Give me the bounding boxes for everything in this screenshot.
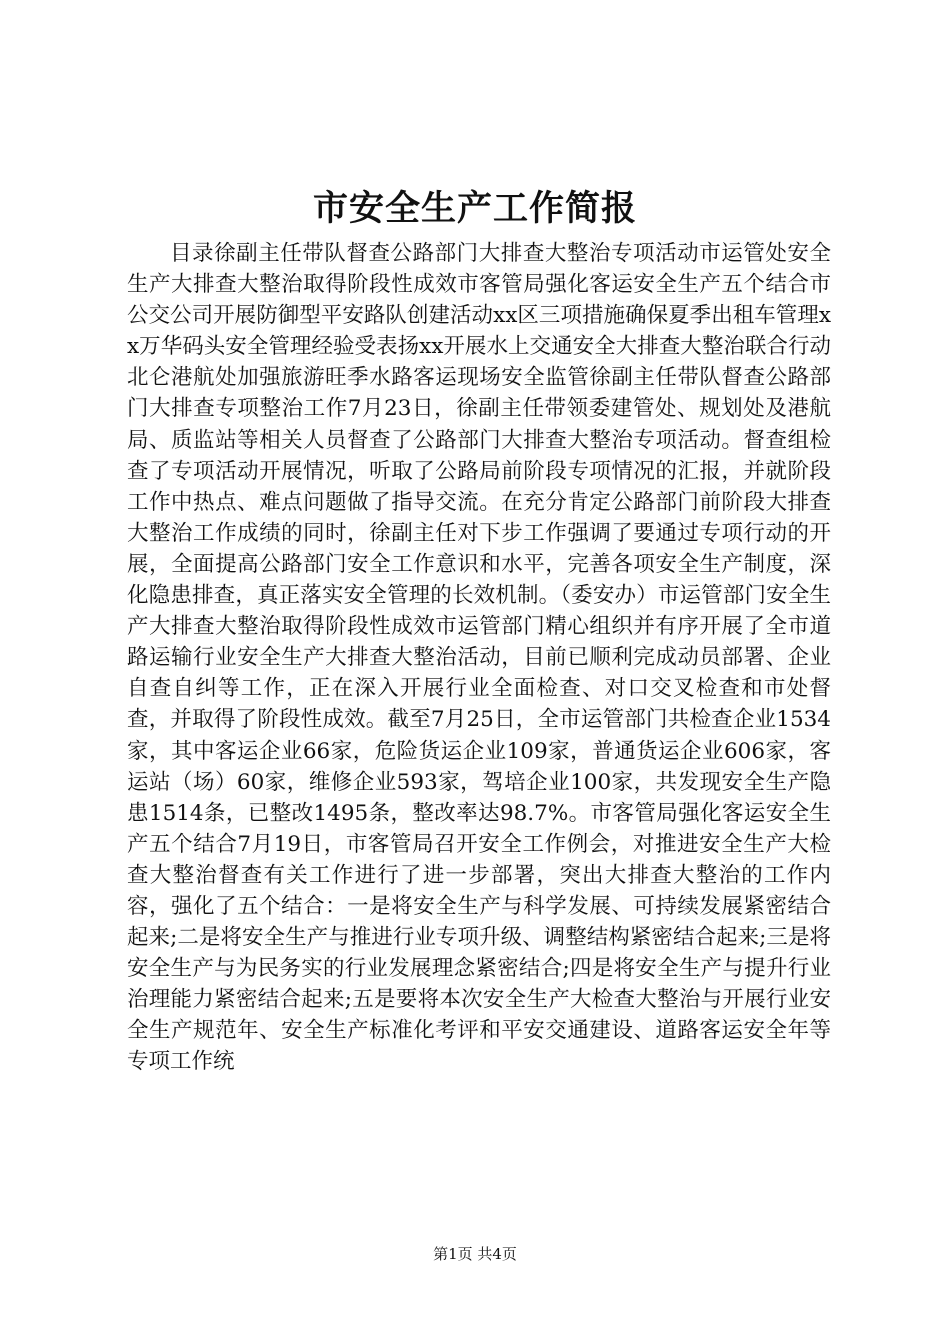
document-title: 市安全生产工作简报 [312, 188, 637, 229]
page-number-footer: 第1页 共4页 [433, 1245, 517, 1263]
document-body-paragraph: 目录徐副主任带队督查公路部门大排查大整治专项活动市运管处安全生产大排查大整治取得阶段性成效市客管局强化客运安全生产五个结合市公交公司开展防御型平安路队创建活动xx区三项措施确保夏季出租车管理xx万华码头安全管理经验受表扬xx开展水上交通安全大排查大整治联合行动北仑港航处加强旅游旺季水路客运现场安全监管徐副主任带队督查公路部门大排查专项整治工作7月23日，徐副主任带领委建管处、规划处及港航局、质监站等相关人员督查了公路部门大排查大整治专项活动。督查组检查了专项活动开展情况，听取了公路局前阶段专项情况的汇报，并就阶段工作中热点、难点问题做了指导交流。在充分肯定公路部门前阶段大排查大整治工作成绩的同时，徐副主任对下步工作强调了要通过专项行动的开展，全面提高公路部门安全工作意识和水平，完善各项安全生产制度，深化隐患排查，真正落实安全管理的长效机制。（委安办）市运管部门安全生产大排查大整治取得阶段性成效市运管部门精心组织并有序开展了全市道路运输行业安全生产大排查大整治活动，目前已顺利完成动员部署、企业自查自纠等工作，正在深入开展行业全面检查、对口交叉检查和市处督查，并取得了阶段性成效。截至7月25日，全市运管部门共检查企业1534家，其中客运企业66家，危险货运企业109家，普通货运企业606家，客运站（场）60家，维修企业593家，驾培企业100家，共发现安全生产隐患1514条，已整改1495条，整改率达98.7%。市客管局强化客运安全生产五个结合7月19日，市客管局召开安全工作例会，对推进安全生产大检查大整治督查有关工作进行了进一步部署，突出大排查大整治的工作内容，强化了五个结合：一是将安全生产与科学发展、可持续发展紧密结合起来;二是将安全生产与推进行业专项升级、调整结构紧密结合起来;三是将安全生产与为民务实的行业发展理念紧密结合;四是将安全生产与提升行业治理能力紧密结合起来;五是要将本次安全生产大检查大整治与开展行业安全生产规范年、安全生产标准化考评和平安交通建设、道路客运安全年等专项工作统 [127, 241, 831, 1075]
